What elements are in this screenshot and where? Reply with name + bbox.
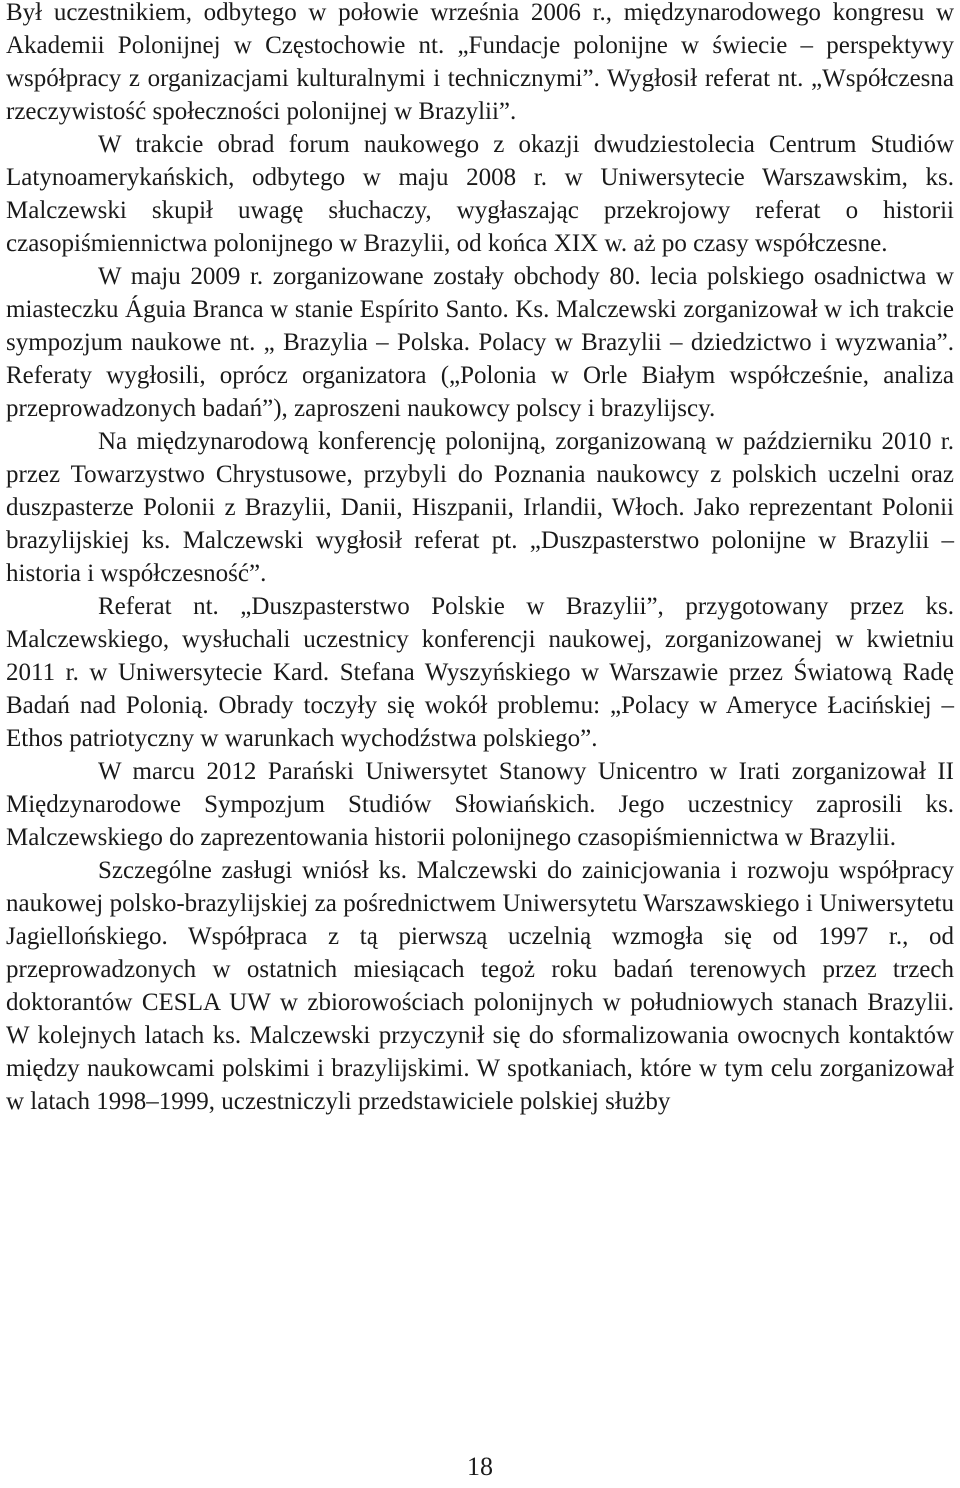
paragraph: Szczególne zasługi wniósł ks. Malczewski do zainicjowania i rozwoju współpracy naukowej polsko-brazylijskiej za pośrednictwem Uniwersytetu Warszawskiego i Uniwersytetu Jagiellońskiego. Współpraca z tą pierwszą uczelnią wzmogła się od 1997 r., od przeprowadzonych w ostatnich miesiącach tegoż roku badań terenowych przez trzech doktorantów CESLA UW w zbiorowościach polonijnych w południowych stanach Brazylii. W kolejnych latach ks. Malczewski przyczynił się do sformalizowania owocnych kontaktów między naukowcami polskimi i brazylijskimi. W spotkaniach, które w tym celu zorganizował w latach 1998–1999, uczestniczyli przedstawiciele polskiej służby [6, 857, 954, 1115]
page-number: 18 [467, 1452, 493, 1481]
paragraph: Na międzynarodową konferencję polonijną, zorganizowaną w październiku 2010 r. przez Towarzystwo Chrystusowe, przybyli do Poznania naukowcy z polskich uczelni oraz duszpasterze Polonii z Brazylii, Danii, Hiszpanii, Irlandii, Włoch. Jako reprezentant Polonii brazylijskiej ks. Malczewski wygłosił referat pt. „Duszpasterstwo polonijne w Brazylii – historia i współczesność”. [6, 428, 954, 587]
paragraph: W maju 2009 r. zorganizowane zostały obchody 80. lecia polskiego osadnictwa w miasteczku Águia Branca w stanie Espírito Santo. Ks. Malczewski zorganizował w ich trakcie sympozjum naukowe nt. „ Brazylia – Polska. Polacy w Brazylii – dziedzictwo i wyzwania”. Referaty wygłosili, oprócz organizatora („Polonia w Orle Białym współcześnie, analiza przeprowadzonych badań”), zaproszeni naukowcy polscy i brazylijscy. [6, 263, 954, 422]
paragraph: W marcu 2012 Parański Uniwersytet Stanowy Unicentro w Irati zorganizował II Międzynarodowe Sympozjum Studiów Słowiańskich. Jego uczestnicy zaprosili ks. Malczewskiego do zaprezentowania historii polonijnego czasopiśmiennictwa w Brazylii. [6, 758, 954, 851]
paragraph: Referat nt. „Duszpasterstwo Polskie w Brazylii”, przygotowany przez ks. Malczewskiego, wysłuchali uczestnicy konferencji naukowej, zorganizowanej w kwietniu 2011 r. w Uniwersytecie Kard. Stefana Wyszyńskiego w Warszawie przez Światową Radę Badań nad Polonią. Obrady toczyły się wokół problemu: „Polacy w Ameryce Łacińskiej – Ethos patriotyczny w warunkach wychodźstwa polskiego”. [6, 593, 954, 752]
body-text [6, 0, 954, 1118]
paragraph: W trakcie obrad forum naukowego z okazji dwudziestolecia Centrum Studiów Latynoamerykańskich, odbytego w maju 2008 r. w Uniwersytecie Warszawskim, ks. Malczewski skupił uwagę słuchaczy, wygłaszając przekrojowy referat o historii czasopiśmiennictwa polonijnego w Brazylii, od końca XIX w. aż po czasy współczesne. [6, 131, 954, 257]
paragraph: Był uczestnikiem, odbytego w połowie września 2006 r., międzynarodowego kongresu w Akademii Polonijnej w Częstochowie nt. „Fundacje polonijne w świecie – perspektywy współpracy z organizacjami kulturalnymi i technicznymi”. Wygłosił referat nt. „Współczesna rzeczywistość społeczności polonijnej w Brazylii”. [6, 0, 954, 125]
